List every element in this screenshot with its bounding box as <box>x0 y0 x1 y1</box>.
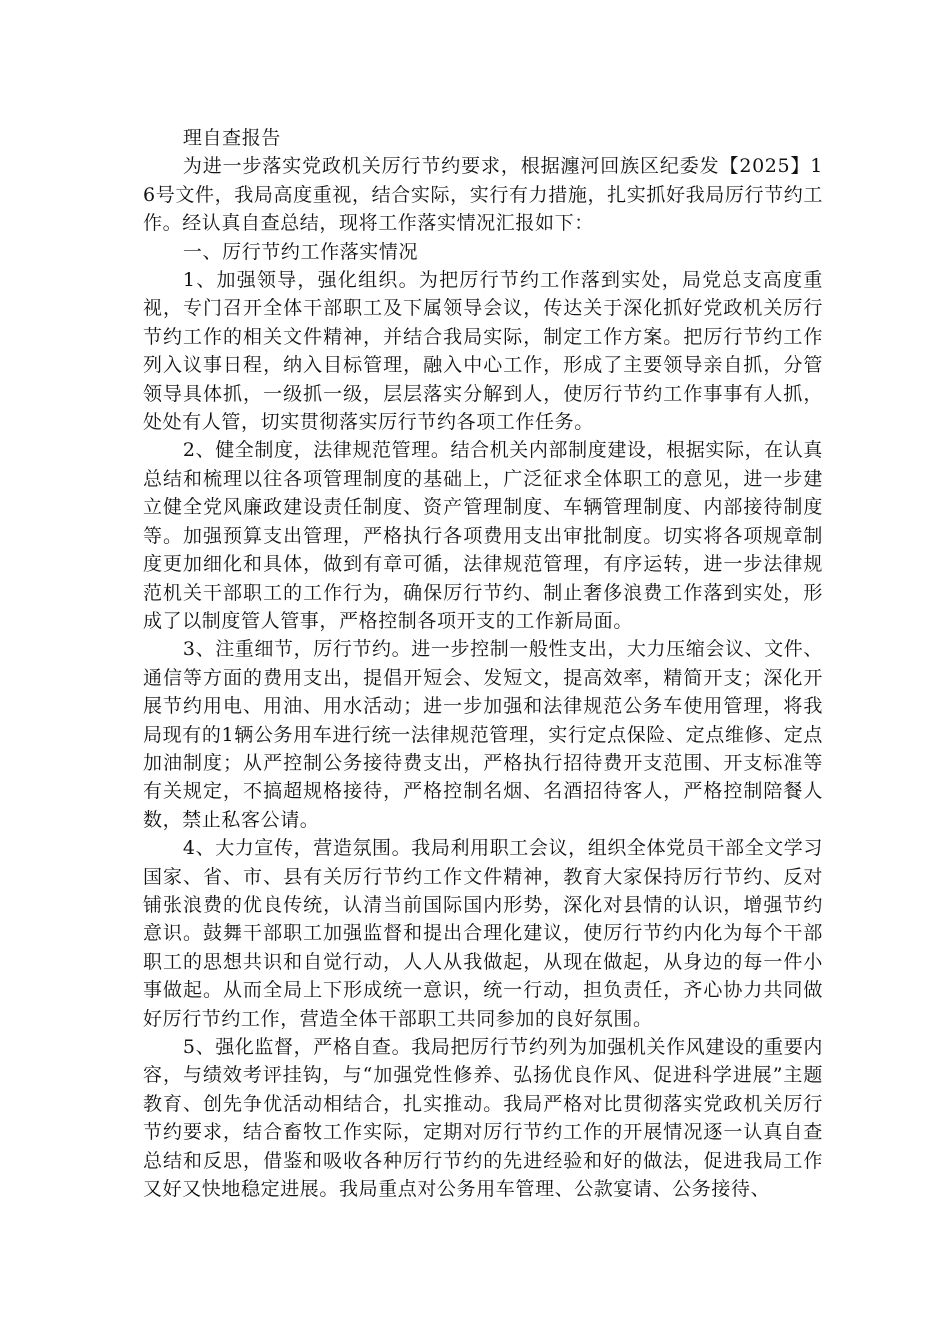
intro-paragraph: 为进一步落实党政机关厉行节约要求，根据瀍河回族区纪委发【2025】16号文件，我局高度重视，结合实际，实行有力措施，扎实抓好我局厉行节约工作。经认真自查总结，现将工作落实情况汇报如下： <box>143 155 823 235</box>
document-title: 理自查报告 <box>182 127 281 149</box>
paragraph-item-2: 2、健全制度，法律规范管理。结合机关内部制度建设，根据实际，在认真总结和梳理以往各项管理制度的基础上，广泛征求全体职工的意见，进一步建立健全党风廉政建设责任制度、资产管理制度、车辆管理制度、内部接待制度等。加强预算支出管理，严格执行各项费用支出审批制度。切实将各项规章制度更加细化和具体，做到有章可循，法律规范管理，有序运转，进一步法律规范机关干部职工的工作行为，确保厉行节约、制止奢侈浪费工作落到实处，形成了以制度管人管事，严格控制各项开支的工作新局面。 <box>143 439 823 632</box>
paragraph-item-3: 3、注重细节，厉行节约。进一步控制一般性支出，大力压缩会议、文件、通信等方面的费用支出，提倡开短会、发短文，提高效率，精简开支；深化开展节约用电、用油、用水活动；进一步加强和法律规范公务车使用管理，将我局现有的1辆公务用车进行统一法律规范管理，实行定点保险、定点维修、定点加油制度；从严控制公务接待费支出，严格执行招待费开支范围、开支标准等有关规定，不搞超规格接待，严格控制名烟、名酒招待客人，严格控制陪餐人数，禁止私客公请。 <box>143 638 823 831</box>
section-heading: 一、厉行节约工作落实情况 <box>182 240 419 263</box>
paragraph-item-1: 1、加强领导，强化组织。为把厉行节约工作落到实处，局党总支高度重视，专门召开全体干部职工及下属领导会议，传达关于深化抓好党政机关厉行节约工作的相关文件精神，并结合我局实际，制定工作方案。把厉行节约工作列入议事日程，纳入目标管理，融入中心工作，形成了主要领导亲自抓，分管领导具体抓，一级抓一级，层层落实分解到人，使厉行节约工作事事有人抓，处处有人管，切实贯彻落实厉行节约各项工作任务。 <box>143 269 823 434</box>
paragraph-item-5: 5、强化监督，严格自查。我局把厉行节约列为加强机关作风建设的重要内容，与绩效考评挂钩，与“加强党性修养、弘扬优良作风、促进科学进展”主题教育、创先争优活动相结合，扎实推动。我局严格对比贯彻落实党政机关厉行节约要求，结合畜牧工作实际，定期对厉行节约工作的开展情况逐一认真自查总结和反思，借鉴和吸收各种厉行节约的先进经验和好的做法，促进我局工作又好又快地稳定进展。我局重点对公务用车管理、公款宴请、公务接待、 <box>143 1036 823 1201</box>
paragraph-item-4: 4、大力宣传，营造氛围。我局利用职工会议，组织全体党员干部全文学习国家、省、市、县有关厉行节约工作文件精神，教育大家保持厉行节约、反对铺张浪费的优良传统，认清当前国际国内形势，深化对县情的认识，增强节约意识。鼓舞干部职工加强监督和提出合理化建议，使厉行节约内化为每个干部职工的思想共识和自觉行动，人人从我做起，从现在做起，从身边的每一件小事做起。从而全局上下形成统一意识，统一行动，担负责任，齐心协力共同做好厉行节约工作，营造全体干部职工共同参加的良好氛围。 <box>143 837 823 1030</box>
document-body <box>143 124 823 1203</box>
